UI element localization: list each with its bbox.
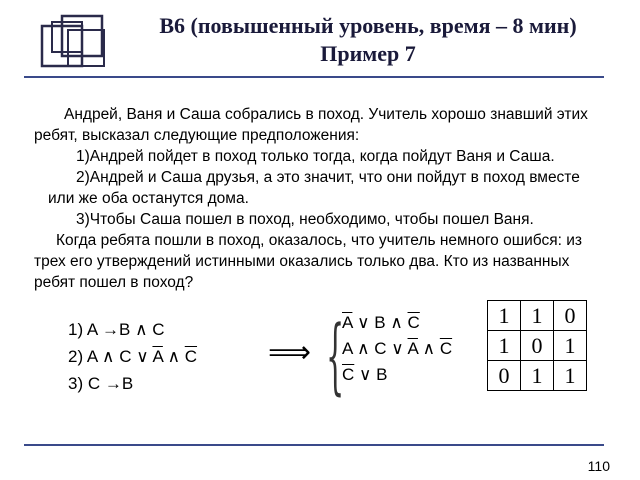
logo-squares-icon [40, 14, 110, 70]
page-number: 110 [587, 458, 610, 474]
title-line-2: Пример 7 [320, 41, 416, 66]
statement-1: 1)Андрей пойдет в поход только тогда, когда пойдут Ваня и Саша. [76, 148, 555, 165]
result-3: $\overline{C}$ ∨ B [342, 365, 388, 384]
statement-2: 2)Андрей и Саша друзья, а это значит, что они пойдут в поход вместе или же оба останутся дома. [48, 169, 580, 207]
result-1: $\overline{A}$ ∨ B ∧ $\overline{C}$ [342, 313, 420, 332]
table-row: 1 1 0 [488, 301, 587, 331]
option-3: 3) C →B [68, 374, 134, 393]
result-2: A ∧ C ∨ $\overline{A}$ ∧ $\overline{C}$ [342, 339, 453, 358]
table-row: 0 1 1 [488, 361, 587, 391]
problem-text [34, 104, 604, 293]
title-line-1: B6 (повышенный уровень, время – 8 мин) [159, 13, 577, 38]
slide-title [118, 12, 618, 68]
results-list [342, 310, 452, 388]
table-row: 1 0 1 [488, 331, 587, 361]
statement-3: 3)Чтобы Саша пошел в поход, необходимо, чтобы пошел Ваня. [76, 211, 534, 228]
problem-outcome: Когда ребята пошли в поход, оказалось, что учитель немного ошибся: из трех его утверждений истинными оказались только два. Кто из названных ребят пошел в поход? [34, 232, 583, 291]
implies-arrow-icon: ⟹ [268, 336, 312, 369]
option-2: 2) A ∧ C ∨ $\overline{A}$ ∧ $\overline{C}$ [68, 347, 198, 366]
brace-icon: { [326, 309, 345, 404]
top-divider [24, 76, 604, 78]
problem-intro: Андрей, Ваня и Саша собрались в поход. Учитель хорошо знавший этих ребят, высказал следующие предположения: [34, 106, 588, 144]
options-list [68, 316, 197, 397]
bottom-divider [24, 444, 604, 446]
option-1: 1) A →B ∧ C [68, 320, 165, 339]
truth-table [487, 300, 587, 391]
